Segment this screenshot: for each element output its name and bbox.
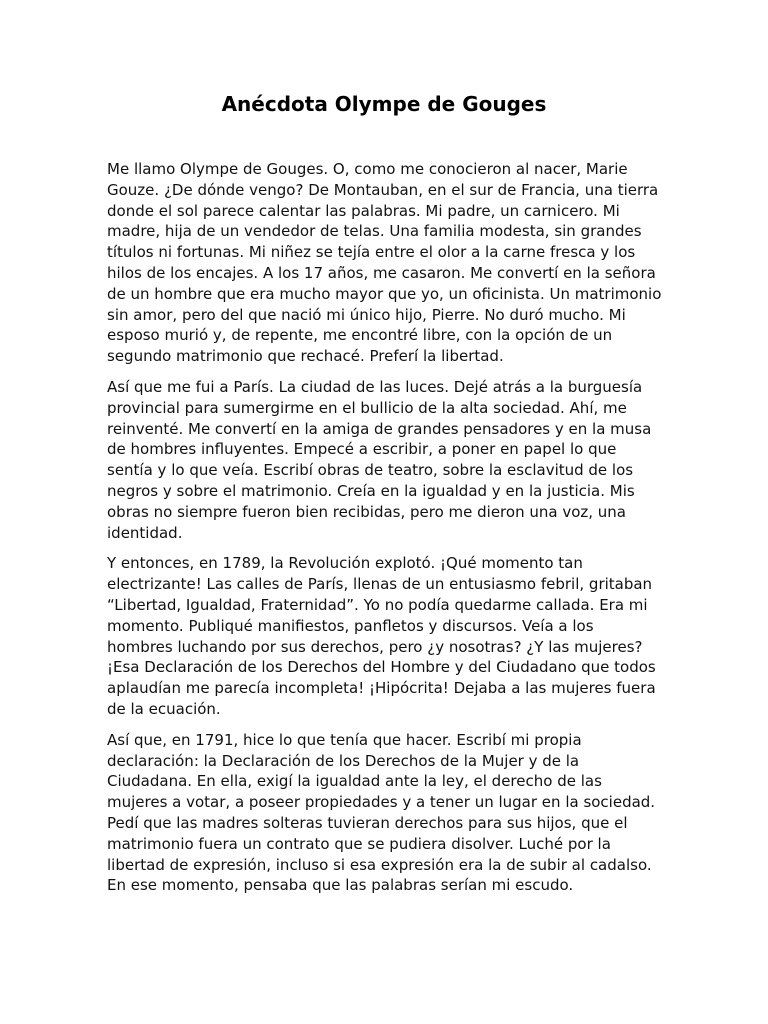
document-body bbox=[107, 159, 663, 906]
paragraph-4: Así que, en 1791, hice lo que tenía que hacer. Escribí mi propia declaración: la Declaración de los Derechos de la Mujer y de la Ciudadana. En ella, exigí la igualdad ante la ley, el derecho de las mujeres a votar, a poseer propiedades y a tener un lugar en la sociedad. Pedí que las madres solteras tuvieran derechos para sus hijos, que el matrimonio fuera un contrato que se pudiera disolver. Luché por la libertad de expresión, incluso si esa expresión era la de subir al cadalso. En ese momento, pensaba que las palabras serían mi escudo. bbox=[107, 730, 656, 895]
paragraph-2: Así que me fui a París. La ciudad de las luces. Dejé atrás a la burguesía provincial para sumergirme en el bullicio de la alta sociedad. Ahí, me reinventé. Me convertí en la amiga de grandes pensadores y en la musa de hombres influyentes. Empecé a escribir, a poner en papel lo que sentía y lo que veía. Escribí obras de teatro, sobre la esclavitud de los negros y sobre el matrimonio. Creía en la igualdad y en la justicia. Mis obras no siempre fueron bien recibidas, pero me dieron una voz, una identidad. bbox=[107, 377, 652, 542]
page-title: Anécdota Olympe de Gouges bbox=[221, 92, 547, 116]
paragraph-1: Me llamo Olympe de Gouges. O, como me conocieron al nacer, Marie Gouze. ¿De dónde vengo? De Montauban, en el sur de Francia, una tierra donde el sol parece calentar las palabras. Mi padre, un carnicero. Mi madre, hija de un vendedor de telas. Una familia modesta, sin grandes títulos ni fortunas. Mi niñez se tejía entre el olor a la carne fresca y los hilos de los encajes. A los 17 años, me casaron. Me convertí en la señora de un hombre que era mucho mayor que yo, un oficinista. Un matrimonio sin amor, pero del que nació mi único hijo, Pierre. No duró mucho. Mi esposo murió y, de repente, me encontré libre, con la opción de un segundo matrimonio que rechacé. Preferí la libertad. bbox=[107, 160, 662, 366]
paragraph-3: Y entonces, en 1789, la Revolución explotó. ¡Qué momento tan electrizante! Las calles de París, llenas de un entusiasmo febril, gritaban “Libertad, Igualdad, Fraternidad”. Yo no podía quedarme callada. Era mi momento. Publiqué manifiestos, panfletos y discursos. Veía a los hombres luchando por sus derechos, pero ¿y nosotras? ¿Y las mujeres? ¡Esa Declaración de los Derechos del Hombre y del Ciudadano que todos aplaudían me parecía incompleta! ¡Hipócrita! Dejaba a las mujeres fuera de la ecuación. bbox=[107, 554, 656, 718]
